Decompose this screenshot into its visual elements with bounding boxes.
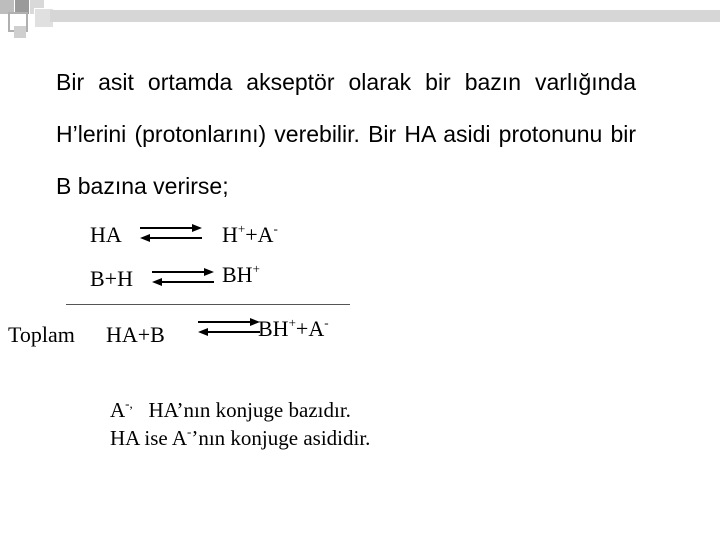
sum-divider [66,304,350,305]
total-sup-plus: + [288,315,296,330]
reaction-2-right [222,262,260,288]
r1-sup-minus: - [273,221,278,236]
note2-b: ’nın konjuge asididir. [191,426,371,450]
note1-a: A [110,398,126,422]
total-bh: BH [258,316,289,341]
note2-a: HA ise A [110,426,188,450]
reaction-2-left: B+H [90,266,133,291]
total-right [258,316,329,342]
note1-b: HA’nın konjuge bazıdır. [148,398,351,422]
r1-h: H [222,222,238,247]
total-label: Toplam [8,322,75,347]
note1-sup: -, [125,396,133,411]
r2-bh: BH [222,262,253,287]
total-left: HA+B [106,322,165,347]
equilibrium-arrow-icon [150,266,216,288]
r1-sup-plus: + [237,221,246,236]
total-a: +A [295,316,325,341]
equilibrium-arrow-icon [196,316,262,338]
reaction-1-left: HA [90,222,122,247]
r1-a: +A [245,222,274,247]
decor-bar [50,10,720,22]
reaction-1-right [222,222,278,248]
note-line-1 [110,398,351,423]
r2-sup-plus: + [252,261,260,276]
decor-square [14,26,26,38]
total-sup-minus: - [324,315,329,330]
decorative-header [0,0,720,40]
equilibrium-arrow-icon [138,222,204,244]
intro-paragraph: Bir asit ortamda akseptör olarak bir bazın varlığında H’lerini (protonlarını) verebilir. Bir HA asidi protonunu bir B bazına verirse; [56,69,636,199]
note-line-2 [110,426,370,451]
note2-sup: - [187,424,192,439]
